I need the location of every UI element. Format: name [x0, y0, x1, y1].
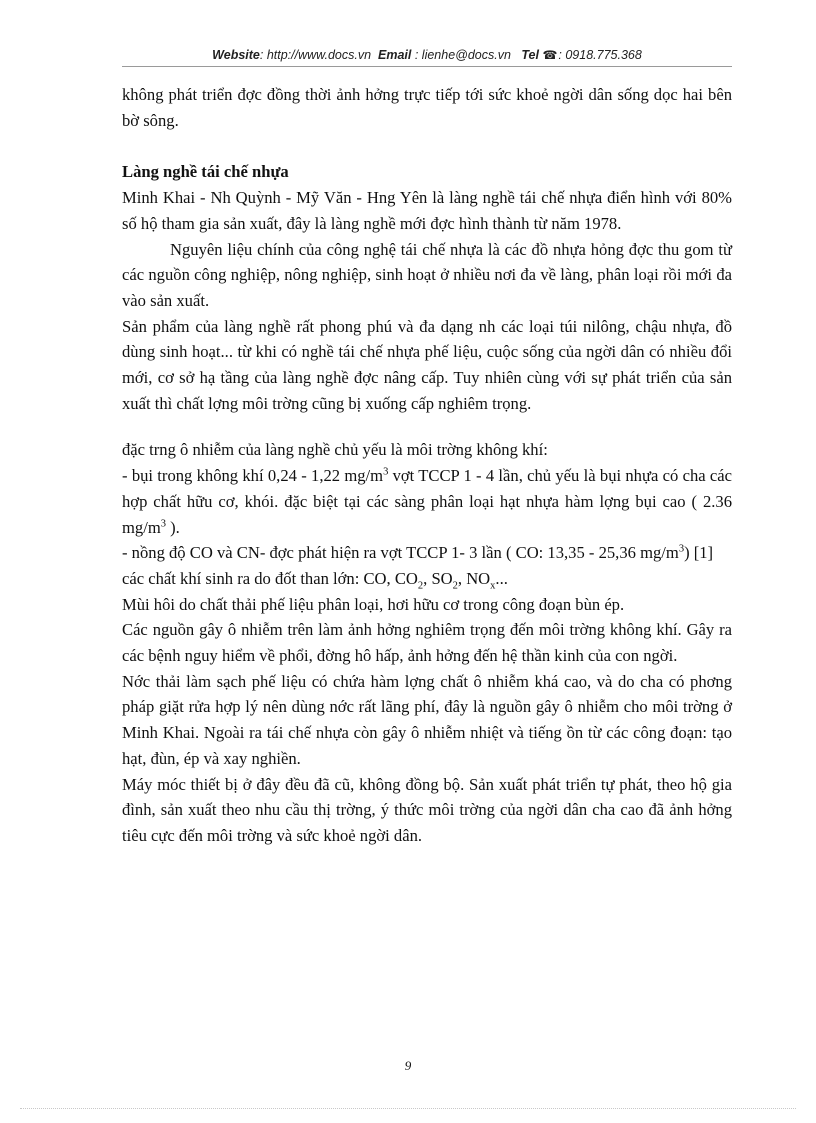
phone-icon: ☎: [542, 48, 558, 62]
paragraph-odor: Mùi hôi do chất thải phế liệu phân loại, hơi hữu cơ trong công đoạn bùn ép.: [122, 594, 625, 614]
footer-divider: [20, 1108, 796, 1109]
paragraph-raw-materials: Nguyên liệu chính của công nghệ tái chế nhựa là các đồ nhựa hỏng đợc thu gom từ các nguồn công nghiệp, nông nghiệp, sinh hoạt ở nhiều nơi đa về làng, phân loại rồi mới đa vào sản xuất.: [122, 239, 732, 310]
paragraph-equipment: Máy móc thiết bị ở đây đều đã cũ, không đồng bộ. Sản xuất phát triển tự phát, theo hộ gia đình, sản xuất theo nhu cầu thị trờng, ý thức môi trờng của ngời dân cha cao đã ảnh hởng tiêu cực đến môi trờng và sức khoẻ ngời dân.: [122, 774, 732, 845]
section-title: Làng nghề tái chế nhựa: [122, 162, 289, 182]
tel-label: Tel: [521, 48, 539, 62]
paragraph-river-impact: không phát triển đợc đồng thời ảnh hởng trực tiếp tới sức khoẻ ngời dân sống dọc hai bên bờ sông.: [122, 85, 732, 130]
website-label: Website: [212, 48, 260, 62]
paragraph-pollution-feature: đặc trng ô nhiễm của làng nghề chủ yếu là môi trờng không khí:: [122, 440, 548, 460]
paragraph-gases: các chất khí sinh ra do đốt than lớn: CO, $CO_2$, $SO_2$, $NO_x$...: [122, 568, 508, 592]
email-value: : lienhe@docs.vn: [414, 48, 511, 62]
tel-value: : 0918.775.368: [558, 48, 642, 62]
paragraph-wastewater: Nớc thải làm sạch phế liệu có chứa hàm lợng chất ô nhiễm khá cao, và do cha có phơng pháp giặt rửa hợp lý nên dùng nớc rất lãng phí, đây là nguồn gây ô nhiễm cho môi trờng ở Minh Khai. Ngoài ra tái chế nhựa còn gây ô nhiễm nhiệt và tiếng ồn từ các công đoạn: tạo hạt, đùn, ép và xay nghiền.: [122, 671, 732, 768]
paragraph-co-concentration: - nồng độ CO và CN- đợc phát hiện ra vợt TCCP 1- 3 lần ( CO: 13,35 - 25,36 $mg/m^3$) [1]: [122, 543, 714, 563]
document-body: [122, 82, 732, 849]
paragraph-dust: - bụi trong không khí 0,24 - 1,22 $mg/m^3$ vợt TCCP 1 - 4 lần, chủ yếu là bụi nhựa có cha các hợp chất hữu cơ, khói. đặc biệt tại các sàng phân loại hạt nhựa hàm lợng bụi cao ( 2.36 $mg/m^3$ ).: [122, 466, 732, 537]
email-label: Email: [378, 48, 412, 62]
page-number: 9: [404, 1058, 412, 1073]
paragraph-village-intro: Minh Khai - Nh Quỳnh - Mỹ Văn - Hng Yên là làng nghề tái chế nhựa điển hình với 80% số hộ tham gia sản xuất, đây là làng nghề mới đợc hình thành từ năm 1978.: [122, 188, 732, 233]
paragraph-products: Sản phẩm của làng nghề rất phong phú và đa dạng nh các loại túi nilông, chậu nhựa, đồ dùng sinh hoạt... từ khi có nghề tái chế nhựa phế liệu, cuộc sống của ngời dân có nhiều đổi mới, cơ sở hạ tầng của làng nghề đợc nâng cấp. Tuy nhiên cùng với sự phát triển của sản xuất thì chất lợng môi trờng cũng bị xuống cấp nghiêm trọng.: [122, 316, 732, 413]
paragraph-health-effects: Các nguồn gây ô nhiễm trên làm ảnh hởng nghiêm trọng đến môi trờng không khí. Gây ra các bệnh nguy hiểm về phổi, đờng hô hấp, ảnh hởng đến hệ thần kinh của con ngời.: [122, 620, 732, 666]
website-value: : http://www.docs.vn: [259, 48, 372, 62]
page-header: [122, 44, 732, 67]
